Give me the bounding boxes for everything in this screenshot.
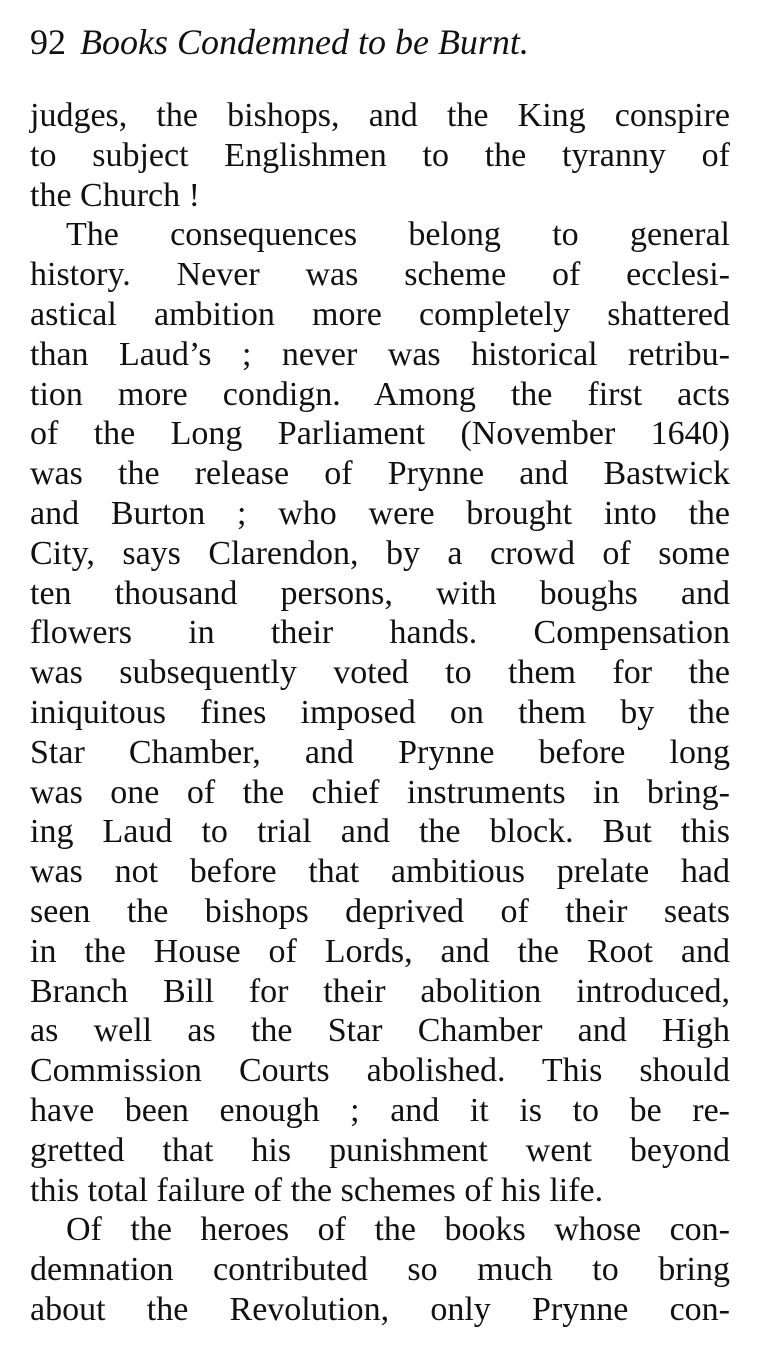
text-line: Of the heroes of the books whose con- xyxy=(66,1211,730,1249)
text-line: was not before that ambitious prelate had xyxy=(30,853,730,891)
text-line: Commission Courts abolished. This should xyxy=(30,1052,730,1090)
text-line: the Church ! xyxy=(30,176,200,214)
text-line: Branch Bill for their abolition introduced, xyxy=(30,972,730,1010)
running-head xyxy=(30,14,730,70)
text-line: ing Laud to trial and the block. But this xyxy=(30,813,730,851)
text-line: gretted that his punishment went beyond xyxy=(30,1131,730,1169)
body-text xyxy=(30,96,730,1330)
text-line: City, says Clarendon, by a crowd of some xyxy=(30,534,730,572)
text-line: this total failure of the schemes of his life. xyxy=(30,1171,604,1209)
text-line: of the Long Parliament (November 1640) xyxy=(30,415,730,453)
text-line: have been enough ; and it is to be re- xyxy=(30,1091,730,1129)
text-line: ten thousand persons, with boughs and xyxy=(30,574,730,612)
running-title: Books Condemned to be Burnt. xyxy=(80,22,529,62)
text-line: was subsequently voted to them for the xyxy=(30,654,730,692)
text-line: was the release of Prynne and Bastwick xyxy=(30,455,730,493)
text-line: The consequences belong to general xyxy=(66,216,730,254)
text-line: seen the bishops deprived of their seats xyxy=(30,892,730,930)
text-line: Star Chamber, and Prynne before long xyxy=(30,733,730,771)
text-line: astical ambition more completely shattered xyxy=(30,295,730,333)
text-line: flowers in their hands. Compensation xyxy=(30,614,730,652)
text-line: to subject Englishmen to the tyranny of xyxy=(30,136,730,174)
text-line: about the Revolution, only Prynne con- xyxy=(30,1290,730,1328)
page-number: 92 xyxy=(30,22,66,62)
text-line: than Laud’s ; never was historical retribu- xyxy=(30,335,730,373)
text-line: in the House of Lords, and the Root and xyxy=(30,932,730,970)
text-line: judges, the bishops, and the King conspire xyxy=(30,97,730,134)
text-line: as well as the Star Chamber and High xyxy=(30,1012,730,1050)
text-line: was one of the chief instruments in bring- xyxy=(30,773,730,811)
text-line: and Burton ; who were brought into the xyxy=(30,494,730,532)
book-page xyxy=(30,14,730,1330)
text-line: iniquitous fines imposed on them by the xyxy=(30,693,730,731)
text-line: demnation contributed so much to bring xyxy=(30,1251,730,1289)
text-line: history. Never was scheme of ecclesi- xyxy=(30,256,730,294)
text-line: tion more condign. Among the first acts xyxy=(30,375,730,413)
